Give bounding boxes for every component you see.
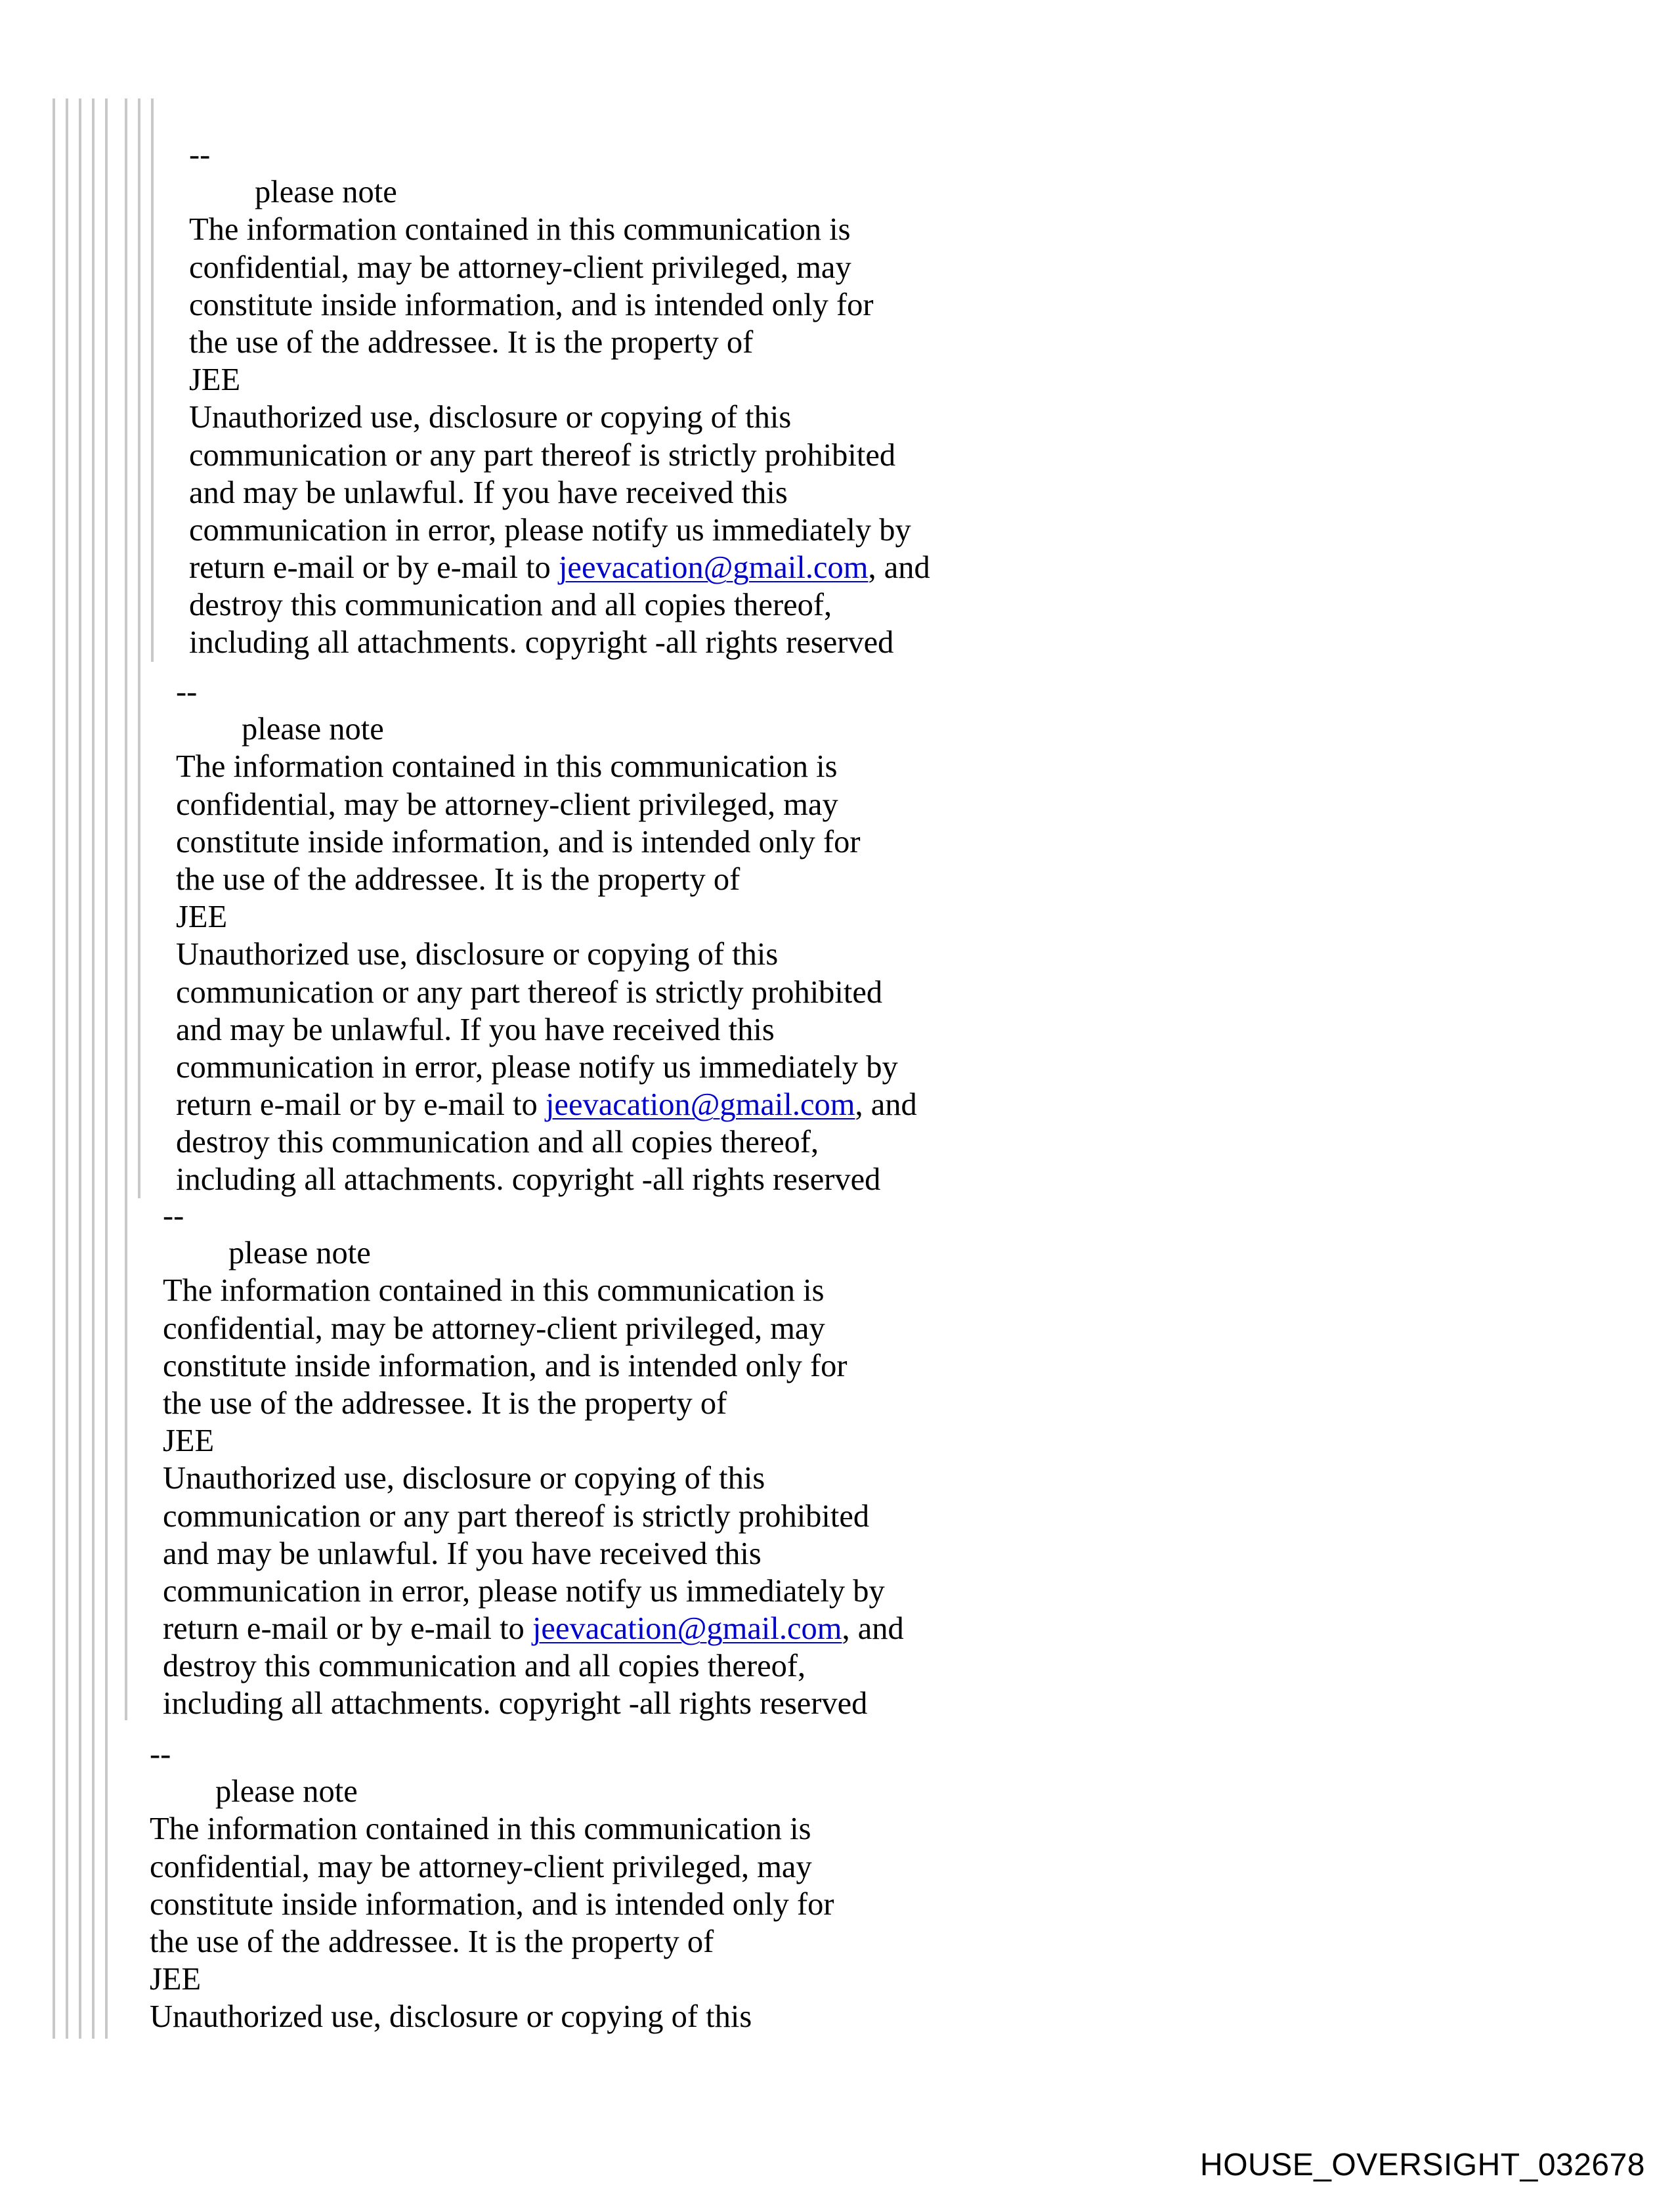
email-link[interactable]: jeevacation@gmail.com: [545, 1087, 855, 1123]
body-line: destroy this communication and all copies thereof,: [163, 1649, 806, 1684]
email-line: [176, 1086, 917, 1123]
separator: --: [150, 1737, 171, 1771]
email-line: [189, 549, 930, 586]
separator: --: [163, 1198, 184, 1233]
email-line: [163, 1610, 904, 1647]
body-line: Unauthorized use, disclosure or copying of this: [176, 937, 779, 972]
body-line: and may be unlawful. If you have received this: [163, 1536, 762, 1571]
body-line: constitute inside information, and is intended only for: [176, 824, 861, 859]
body-line: including all attachments. copyright -all rights reserved: [176, 1162, 881, 1198]
body-line: confidential, may be attorney-client privileged, may: [176, 787, 838, 822]
body-line: including all attachments. copyright -all rights reserved: [163, 1686, 868, 1722]
note-heading: please note: [228, 1236, 371, 1271]
disclaimer-block-1: [189, 136, 930, 662]
body-line: the use of the addressee. It is the property of: [189, 324, 754, 360]
quote-bar-5: [105, 98, 108, 2039]
email-prefix: return e-mail or by e-mail to: [163, 1611, 532, 1647]
quote-bar-4: [92, 98, 95, 2039]
body-line: destroy this communication and all copies thereof,: [189, 588, 832, 623]
quote-bar-2: [66, 98, 68, 2039]
disclaimer-block-3: [163, 1197, 904, 1723]
body-line: The information contained in this communication is: [150, 1811, 811, 1847]
body-line: constitute inside information, and is intended only for: [189, 287, 874, 322]
email-link[interactable]: jeevacation@gmail.com: [532, 1611, 842, 1647]
quote-bar-6: [125, 98, 127, 1720]
separator: --: [176, 674, 198, 709]
email-prefix: return e-mail or by e-mail to: [176, 1087, 546, 1123]
body-line: JEE: [189, 362, 241, 398]
note-heading: please note: [242, 712, 384, 747]
body-line: JEE: [150, 1962, 202, 1997]
body-line: communication or any part thereof is strictly prohibited: [176, 974, 883, 1010]
body-line: The information contained in this communication is: [189, 212, 851, 248]
body-line: confidential, may be attorney-client privileged, may: [150, 1849, 812, 1884]
body-line: confidential, may be attorney-client privileged, may: [163, 1311, 825, 1346]
body-line: the use of the addressee. It is the property of: [150, 1924, 714, 1959]
body-line: Unauthorized use, disclosure or copying of this: [163, 1461, 765, 1496]
body-line: JEE: [176, 900, 228, 935]
note-heading: please note: [255, 175, 397, 210]
body-line: constitute inside information, and is intended only for: [150, 1886, 834, 1922]
body-line: communication in error, please notify us immediately by: [163, 1573, 885, 1609]
email-suffix: , and: [842, 1611, 904, 1647]
body-line: and may be unlawful. If you have received this: [176, 1012, 775, 1047]
body-line: communication in error, please notify us immediately by: [176, 1049, 898, 1085]
body-line: constitute inside information, and is intended only for: [163, 1348, 848, 1383]
email-link[interactable]: jeevacation@gmail.com: [558, 550, 869, 586]
body-line: JEE: [163, 1423, 215, 1459]
quote-bar-8: [151, 98, 154, 662]
body-line: Unauthorized use, disclosure or copying of this: [150, 1999, 752, 2035]
quote-bar-1: [53, 98, 55, 2039]
body-line: the use of the addressee. It is the property of: [163, 1385, 727, 1421]
body-line: Unauthorized use, disclosure or copying of this: [189, 400, 792, 435]
separator: --: [189, 137, 211, 172]
quote-bar-7: [138, 98, 140, 1198]
body-line: the use of the addressee. It is the property of: [176, 861, 740, 897]
body-line: and may be unlawful. If you have received this: [189, 475, 788, 510]
body-line: communication or any part thereof is strictly prohibited: [163, 1498, 870, 1534]
quote-bar-3: [79, 98, 81, 2039]
email-prefix: return e-mail or by e-mail to: [189, 550, 559, 586]
body-line: including all attachments. copyright -all rights reserved: [189, 625, 894, 661]
email-suffix: , and: [868, 550, 930, 586]
note-heading: please note: [215, 1774, 358, 1810]
body-line: confidential, may be attorney-client privileged, may: [189, 249, 851, 285]
body-line: destroy this communication and all copies thereof,: [176, 1125, 819, 1160]
body-line: The information contained in this communication is: [163, 1273, 825, 1309]
body-line: communication or any part thereof is strictly prohibited: [189, 437, 896, 473]
email-suffix: , and: [855, 1087, 917, 1123]
disclaimer-block-2: [176, 673, 917, 1199]
bates-stamp: HOUSE_OVERSIGHT_032678: [1200, 2148, 1645, 2182]
disclaimer-block-4: [150, 1735, 834, 2036]
body-line: The information contained in this communication is: [176, 749, 838, 785]
body-line: communication in error, please notify us immediately by: [189, 512, 911, 548]
